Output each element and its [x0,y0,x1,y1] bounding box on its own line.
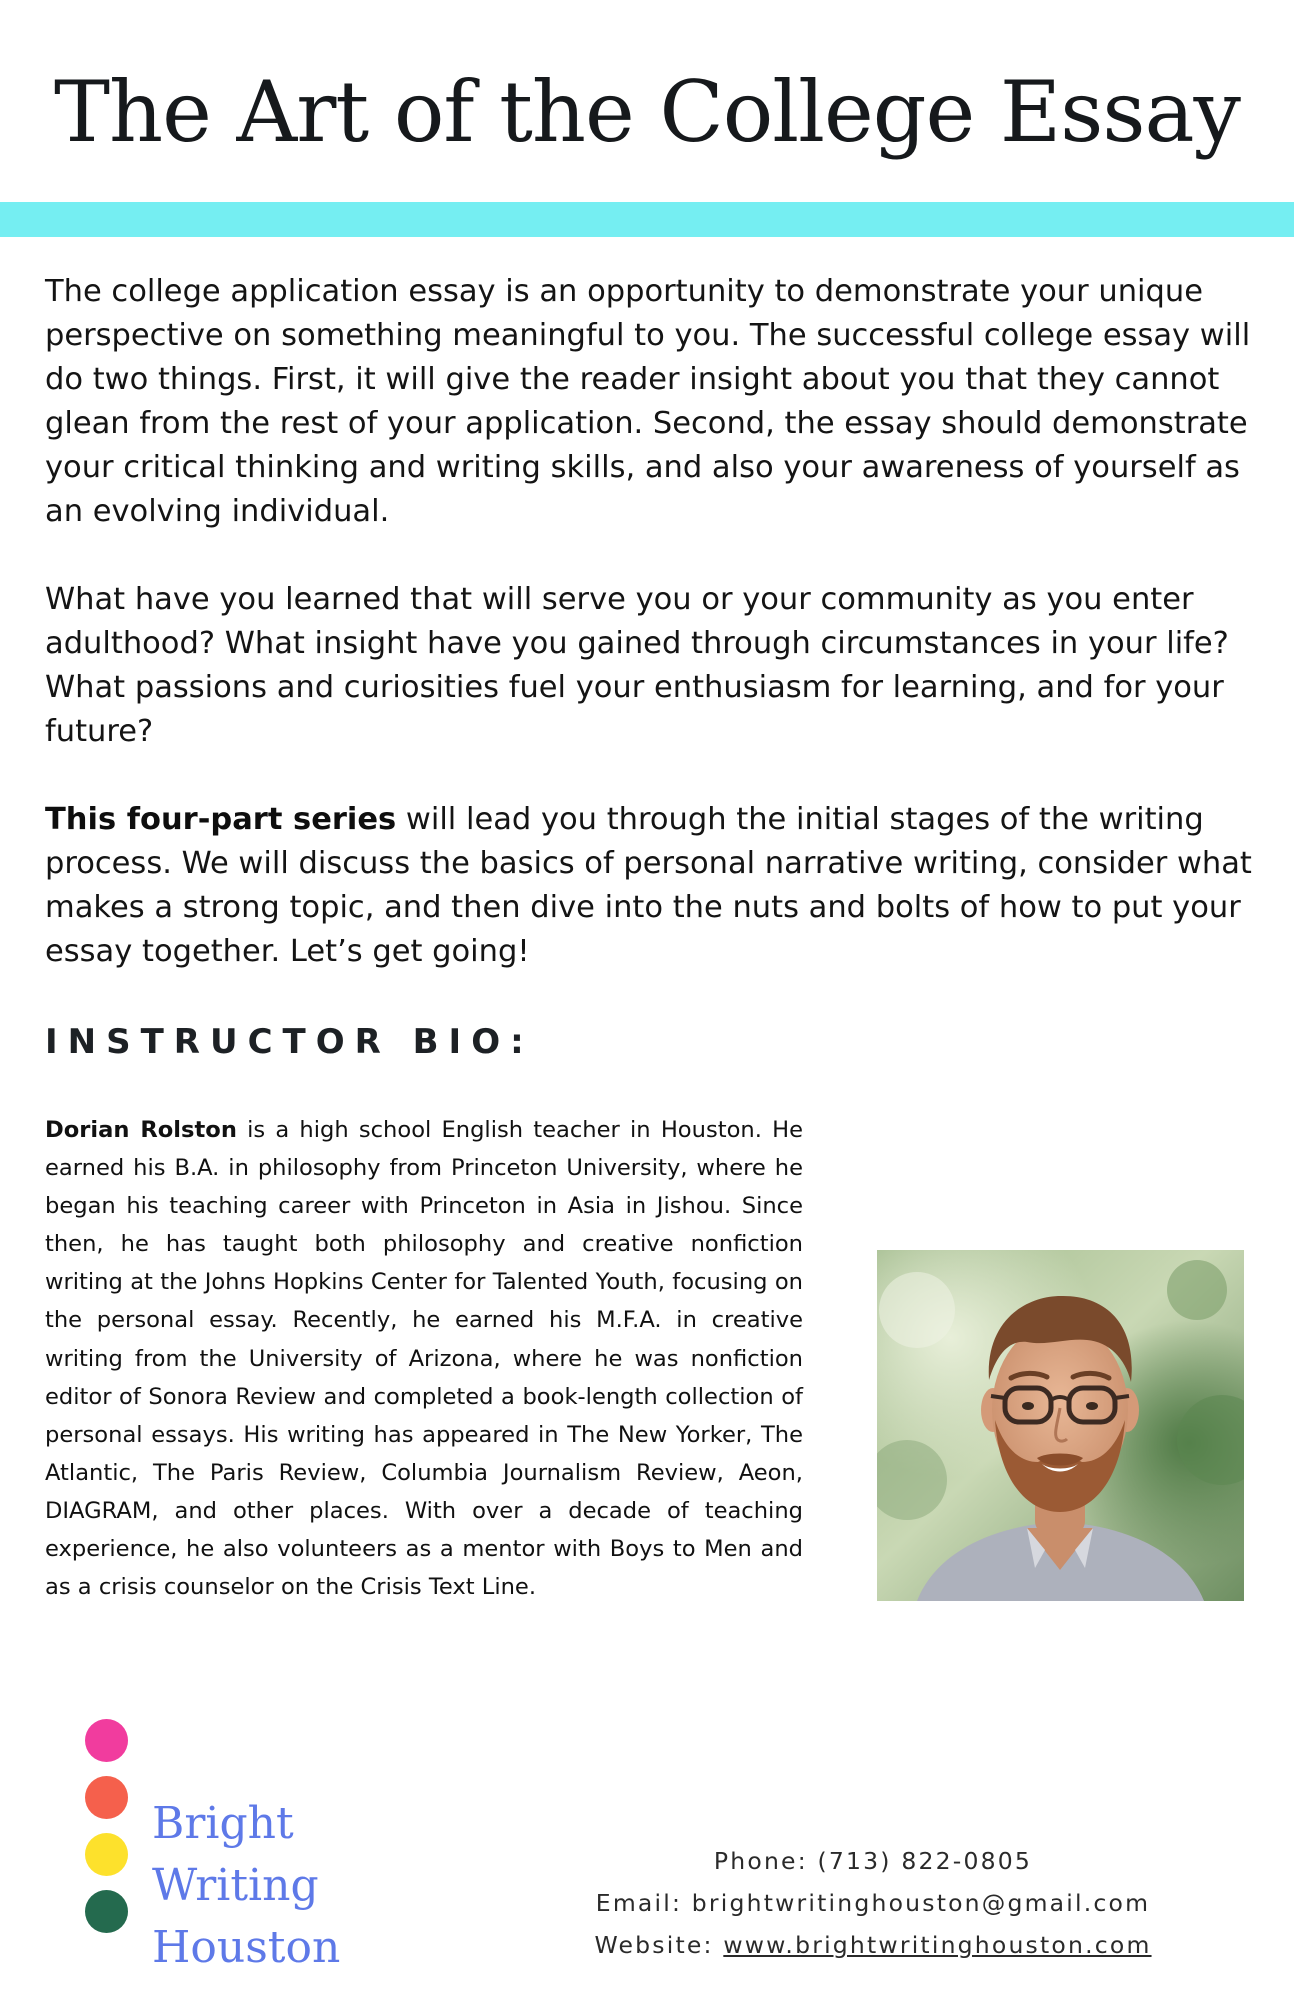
contact-email: Email: brightwritinghouston@gmail.com [595,1889,1151,1917]
instructor-bio-text [45,1111,803,1606]
instructor-bio-heading: INSTRUCTOR BIO: [45,1022,534,1062]
page-title: The Art of the College Essay [54,63,1240,161]
brand-line-2: Writing [152,1860,319,1911]
brand-dot-pink [85,1719,128,1762]
instructor-portrait [877,1250,1244,1601]
instructor-bio-body: is a high school English teacher in Houston. He earned his B.A. in philosophy from Princeton University, where he began his teaching career with Princeton in Asia in Jishou. Since then, he has taught both philosophy and creative nonfiction writing at the Johns Hopkins Center for Talented Youth, focusing on the personal essay. Recently, he earned his M.F.A. in creative writing from the University of Arizona, where he was nonfiction editor of Sonora Review and completed a book-length collection of personal essays. His writing has appeared in The New Yorker, The Atlantic, The Paris Review, Columbia Journalism Review, Aeon, DIAGRAM, and other places. With over a decade of teaching experience, he also volunteers as a mentor with Boys to Men and as a crisis counselor on the Crisis Text Line. [45,1117,803,1601]
brand-line-1: Bright [152,1798,294,1849]
intro-paragraph-1: The college application essay is an opportunity to demonstrate your unique perspective on something meaningful to you. The successful college essay will do two things. First, it will give the reader insight about you that they cannot glean from the rest of your application. Second, the essay should demonstrate your critical thinking and writing skills, and also your awareness of yourself as an evolving individual. [45,274,1251,529]
intro-paragraph-3 [45,798,1255,974]
contact-website-label: Website: [594,1931,724,1959]
website-link[interactable]: www.brightwritinghouston.com [723,1931,1152,1959]
brand-line-3: Houston [152,1922,341,1973]
contact-info [560,1840,1186,1966]
intro-paragraph-3-text: will lead you through the initial stages of the writing process. We will discuss the basics of personal narrative writing, consider what makes a strong topic, and then dive into the nuts and bolts of how to put your essay together. Let’s get going! [45,802,1252,969]
instructor-name: Dorian Rolston [45,1117,237,1143]
contact-phone: Phone: (713) 822-0805 [713,1847,1033,1875]
brand-logo-text [152,1793,340,1979]
contact-website-row [560,1924,1186,1966]
accent-bar [0,202,1294,237]
intro-paragraph-2: What have you learned that will serve you or your community as you enter adulthood? What insight have you gained through circumstances in your life? What passions and curiosities fuel your enthusiasm for learning, and for your future? [45,582,1229,749]
brand-dot-orange [85,1776,128,1819]
portrait-illustration [877,1250,1244,1601]
series-emphasis: This four-part series [45,802,397,837]
brand-dot-yellow [85,1833,128,1876]
intro-section [45,270,1255,1018]
brand-dot-green [85,1890,128,1933]
